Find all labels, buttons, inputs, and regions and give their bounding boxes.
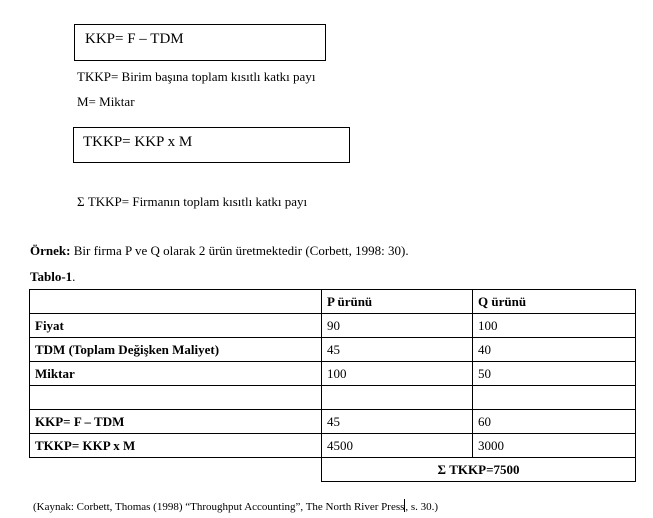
header-cell-empty	[30, 290, 322, 314]
row-value-q: 3000	[473, 434, 636, 458]
source-text-end: , s. 30.)	[405, 501, 439, 513]
row-label: TKKP= KKP x M	[30, 434, 322, 458]
header-cell-q: Q ürünü	[473, 290, 636, 314]
total-spacer	[30, 458, 322, 482]
row-label: Fiyat	[30, 314, 322, 338]
example-label: Örnek:	[30, 243, 71, 258]
formula-box-kkp	[74, 24, 326, 61]
row-value-q: 40	[473, 338, 636, 362]
row-value-q: 60	[473, 410, 636, 434]
row-label: TDM (Toplam Değişken Maliyet)	[30, 338, 322, 362]
table-row	[30, 410, 636, 434]
row-value-q: 100	[473, 314, 636, 338]
data-table	[29, 289, 636, 482]
row-value-p: 90	[322, 314, 473, 338]
row-value-p: 4500	[322, 434, 473, 458]
table-title	[30, 269, 75, 285]
source-text: (Kaynak: Corbett, Thomas (1998) “Throughput Accounting”, The North River Press	[33, 501, 405, 513]
total-cell: Σ TKKP=7500	[322, 458, 636, 482]
row-label: KKP= F – TDM	[30, 410, 322, 434]
table-total-row	[30, 458, 636, 482]
table-row	[30, 314, 636, 338]
tkkp-definition: TKKP= Birim başına toplam kısıtlı katkı payı	[77, 69, 316, 84]
source-note	[33, 499, 438, 513]
table-title-label: Tablo-1	[30, 269, 73, 284]
row-value-p: 45	[322, 338, 473, 362]
table-row	[30, 362, 636, 386]
row-label	[30, 386, 322, 410]
row-value-p	[322, 386, 473, 410]
m-definition: M= Miktar	[77, 94, 135, 109]
header-cell-p: P ürünü	[322, 290, 473, 314]
row-value-q: 50	[473, 362, 636, 386]
table-title-suffix: .	[72, 269, 76, 284]
formula-tkkp: TKKP= KKP x M	[83, 134, 193, 150]
row-value-q	[473, 386, 636, 410]
table-row-empty	[30, 386, 636, 410]
row-value-p: 45	[322, 410, 473, 434]
table-row	[30, 338, 636, 362]
table-header-row	[30, 290, 636, 314]
table-row	[30, 434, 636, 458]
formula-kkp: KKP= F – TDM	[85, 31, 184, 47]
row-value-p: 100	[322, 362, 473, 386]
sum-definition: Σ TKKP= Firmanın toplam kısıtlı katkı payı	[77, 194, 308, 209]
example-paragraph	[30, 243, 409, 259]
row-label: Miktar	[30, 362, 322, 386]
example-text: Bir firma P ve Q olarak 2 ürün üretmektedir (Corbett, 1998: 30).	[70, 243, 409, 258]
formula-box-tkkp	[73, 127, 350, 163]
